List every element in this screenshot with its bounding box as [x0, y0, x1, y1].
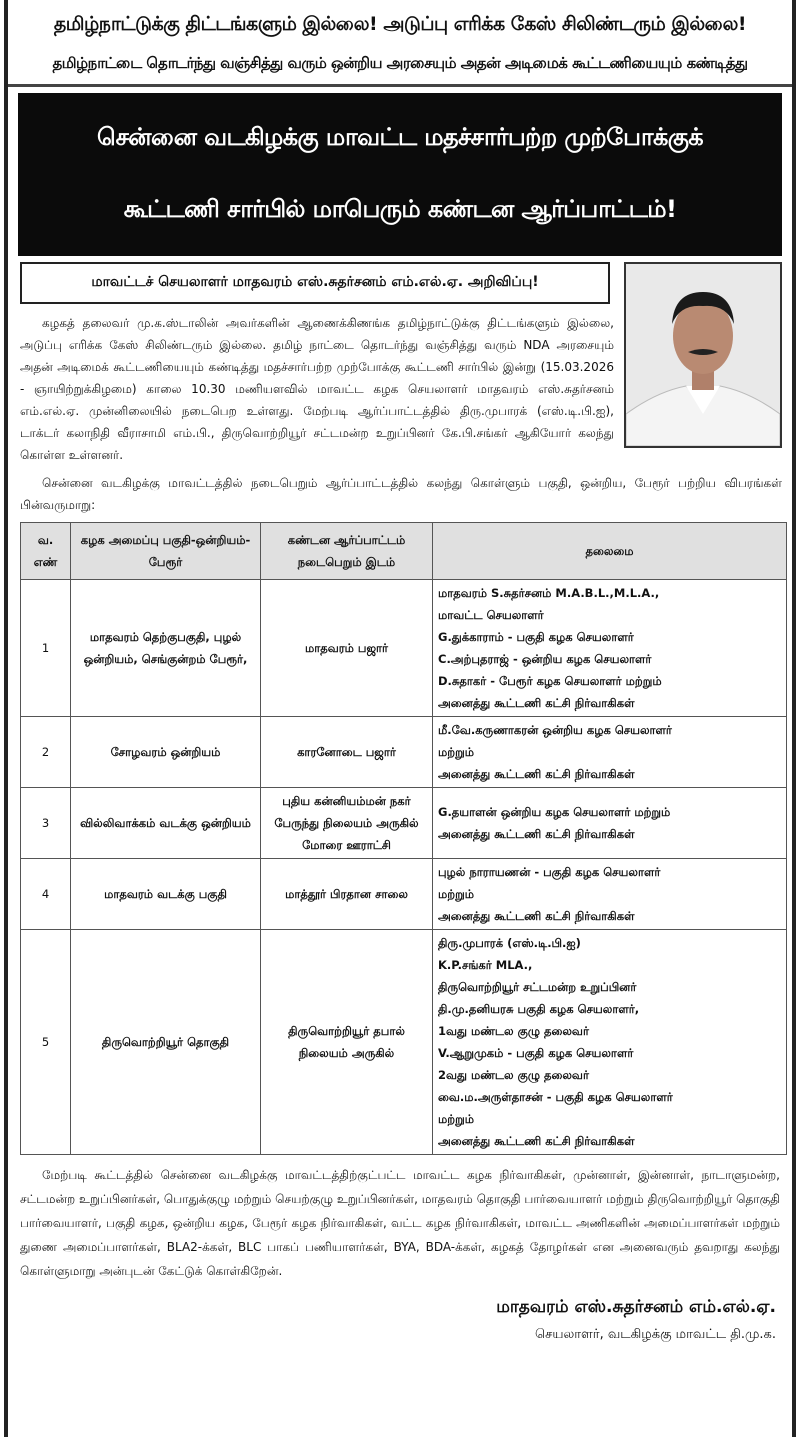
unit-cell: மாதவரம் வடக்கு பகுதி: [71, 859, 261, 930]
portrait-photo: [624, 262, 782, 448]
leader-line: மீ.வே.கருணாகரன் ஒன்றிய கழக செயலாளர்: [438, 723, 672, 737]
header-serial: வ. எண்: [21, 523, 71, 580]
leader-line: அனைத்து கூட்டணி கட்சி நிர்வாகிகள்: [438, 909, 635, 923]
unit-cell: மாதவரம் தெற்குபகுதி, புழல் ஒன்றியம், செங்குன்றம் பேரூர்,: [71, 580, 261, 717]
leader-line: D.சுதாகர் - பேரூர் கழக செயலாளர் மற்றும்: [438, 674, 662, 688]
serial-cell: 5: [21, 930, 71, 1155]
leader-line: தி.மு.தனியரசு பகுதி கழக செயலாளர்,: [438, 1002, 640, 1016]
closing-text: மேற்படி கூட்டத்தில் சென்னை வடகிழக்கு மாவட்டத்திற்குட்பட்ட மாவட்ட கழக நிர்வாகிகள், முன்னாள், இன்னாள், நாடாளுமன்ற, சட்டமன்ற உறுப்பினர்கள், பொதுக்குழு மற்றும் செயற்குழு உறுப்பினர்கள், மாதவரம் தொகுதி பார்வையாளர் மற்றும் திருவொற்றியூர் தொகுதி பார்வையாளர், பகுதி கழக, ஒன்றிய கழக, பேரூர் கழக நிர்வாகிகள், வட்ட கழக நிர்வாகிகள், மாவட்ட அணிகளின் அமைப்பாளர்கள் மற்றும் துணை அமைப்பாளர்கள், BLA2-க்கள், BLC பாகப் பணியாளர்கள், BYA, BDA-க்கள், கழகத் தோழர்கள் என அனைவரும் தவறாது கலந்து கொள்ளுமாறு அன்புடன் கேட்டுக் கொள்கிறேன்.: [20, 1168, 780, 1278]
leader-line: திரு.முபாரக் (எஸ்.டி.பி.ஐ): [438, 936, 581, 950]
venue-cell: மாதவரம் பஜார்: [261, 580, 433, 717]
leaders-cell: [433, 580, 787, 717]
leader-line: அனைத்து கூட்டணி கட்சி நிர்வாகிகள்: [438, 827, 635, 841]
serial-cell: 3: [21, 788, 71, 859]
leaders-cell: [433, 930, 787, 1155]
banner-line-2: கூட்டணி சார்பில் மாபெரும் கண்டன ஆர்ப்பாட்டம்!: [123, 195, 677, 223]
table-row: [21, 930, 787, 1155]
leader-line: அனைத்து கூட்டணி கட்சி நிர்வாகிகள்: [438, 1134, 635, 1148]
leader-line: G.துக்காராம் - பகுதி கழக செயலாளர்: [438, 630, 634, 644]
intro-line: ஞாயிற்றுக்கிழமை) காலை 10.30 மணியளவில் மாவட்ட கழக செயலாளர் மாதவரம்: [34, 382, 529, 396]
headline-line-1: தமிழ்நாட்டுக்கு திட்டங்களும் இல்லை! அடுப்பு எரிக்க கேஸ் சிலிண்டரும் இல்லை!: [53, 13, 747, 35]
signature-name: மாதவரம் எஸ்.சுதர்சனம் எம்.எல்.ஏ.: [496, 1297, 776, 1317]
subheading: மாவட்டச் செயலாளர் மாதவரம் எஸ்.சுதர்சனம் எம்.எல்.ஏ. அறிவிப்பு!: [20, 262, 610, 304]
unit-cell: வில்லிவாக்கம் வடக்கு ஒன்றியம்: [71, 788, 261, 859]
leaders-cell: [433, 859, 787, 930]
venue-cell: காரனோடை பஜார்: [261, 717, 433, 788]
leader-line: மாவட்ட செயலாளர்: [438, 608, 544, 622]
serial-cell: 1: [21, 580, 71, 717]
headline-line-2: தமிழ்நாட்டை தொடர்ந்து வஞ்சித்து வரும் ஒன்றிய அரசையும் அதன் அடிமைக் கூட்டணியையும் கண்டித்து: [8, 44, 792, 87]
leader-line: G.தயாளன் ஒன்றிய கழக செயலாளர் மற்றும்: [438, 805, 671, 819]
protest-venues-table: [20, 522, 787, 1155]
table-row: [21, 580, 787, 717]
signature-role: செயலாளர், வடகிழக்கு மாவட்ட தி.மு.க.: [535, 1327, 776, 1342]
leader-line: 2வது மண்டல குழு தலைவர்: [438, 1068, 589, 1082]
notice-page: [4, 0, 796, 1437]
closing-paragraph: [20, 1163, 780, 1283]
serial-cell: 2: [21, 717, 71, 788]
header-venue: கண்டன ஆர்ப்பாட்டம் நடைபெறும் இடம்: [261, 523, 433, 580]
table-row: [21, 788, 787, 859]
leader-line: வை.ம.அருள்தாசன் - பகுதி கழக செயலாளர்: [438, 1090, 673, 1104]
leader-line: K.P.சங்கர் MLA.,: [438, 958, 533, 972]
intro-tail: திரு.முபாரக் (எஸ்.டி.பி.ஐ), டாக்டர் கலாநிதி வீராசாமி எம்.பி., திருவொற்றியூர் சட்டமன்ற உறுப்பினர் கே.பி.சங்கர் ஆகியோர் கலந்து கொள்ள உள்ளனர்.: [20, 404, 614, 462]
leader-line: C.அற்புதராஜ் - ஒன்றிய கழக செயலாளர்: [438, 652, 652, 666]
table-row: [21, 717, 787, 788]
intro-line: கழகத் தலைவர் மு.க.ஸ்டாலின் அவர்களின் ஆணைக்கிணங்க தமிழ்நாட்டுக்கு: [42, 316, 480, 330]
leader-line: V.ஆறுமுகம் - பகுதி கழக செயலாளர்: [438, 1046, 634, 1060]
leader-line: மற்றும்: [438, 1112, 474, 1126]
intro-section: [8, 256, 792, 516]
table-header-row: [21, 523, 787, 580]
unit-cell: சோழவரம் ஒன்றியம்: [71, 717, 261, 788]
leaders-cell: [433, 788, 787, 859]
header-leaders: தலைமை: [433, 523, 787, 580]
intro-line: தொடர்ந்து வஞ்சித்து வரும் NDA அரசையும் அதன் அடிமைக் கூட்டணியையும்: [20, 338, 614, 374]
title-banner: [18, 93, 782, 256]
intro-line: திட்டங்களும் இல்லை, அடுப்பு எரிக்க கேஸ் சிலிண்டரும் இல்லை. தமிழ் நாட்டை: [20, 316, 614, 352]
leader-line: அனைத்து கூட்டணி கட்சி நிர்வாகிகள்: [438, 696, 635, 710]
leader-line: புழல் நாராயணன் - பகுதி கழக செயலாளர்: [438, 865, 661, 879]
venue-cell: மாத்தூர் பிரதான சாலை: [261, 859, 433, 930]
leader-line: மற்றும்: [438, 745, 474, 759]
intro-paragraph-2: சென்னை வடகிழக்கு மாவட்டத்தில் நடைபெறும் ஆர்ப்பாட்டத்தில் கலந்து கொள்ளும் பகுதி, ஒன்றிய, பேரூர் பற்றிய விபரங்கள் பின்வருமாறு:: [20, 476, 782, 512]
venue-cell: புதிய கன்னியம்மன் நகர் பேருந்து நிலையம் அருகில் மோரை ஊராட்சி: [261, 788, 433, 859]
leader-line: அனைத்து கூட்டணி கட்சி நிர்வாகிகள்: [438, 767, 635, 781]
unit-cell: திருவொற்றியூர் தொகுதி: [71, 930, 261, 1155]
venue-cell: திருவொற்றியூர் தபால் நிலையம் அருகில்: [261, 930, 433, 1155]
intro-line: கண்டித்து மதச்சார்பற்ற முற்போக்கு கூட்டணி சார்பில் இன்று (15.03.2026 -: [20, 360, 614, 396]
leader-line: மற்றும்: [438, 887, 474, 901]
leader-line: திருவொற்றியூர் சட்டமன்ற உறுப்பினர்: [438, 980, 637, 994]
table-row: [21, 859, 787, 930]
serial-cell: 4: [21, 859, 71, 930]
leader-line: மாதவரம் S.சுதர்சனம் M.A.B.L.,M.L.A.,: [438, 586, 660, 600]
leader-line: 1வது மண்டல குழு தலைவர்: [438, 1024, 589, 1038]
leaders-cell: [433, 717, 787, 788]
intro-line: எஸ்.சுதர்சனம் எம்.எல்.ஏ. முன்னிலையில் நடைபெற உள்ளது. மேற்படி ஆர்ப்பாட்டத்தில்: [20, 382, 614, 418]
header-unit: கழக அமைப்பு பகுதி-ஒன்றியம்-பேரூர்: [71, 523, 261, 580]
banner-line-1: சென்னை வடகிழக்கு மாவட்ட மதச்சார்பற்ற முற்போக்குக்: [96, 123, 704, 151]
